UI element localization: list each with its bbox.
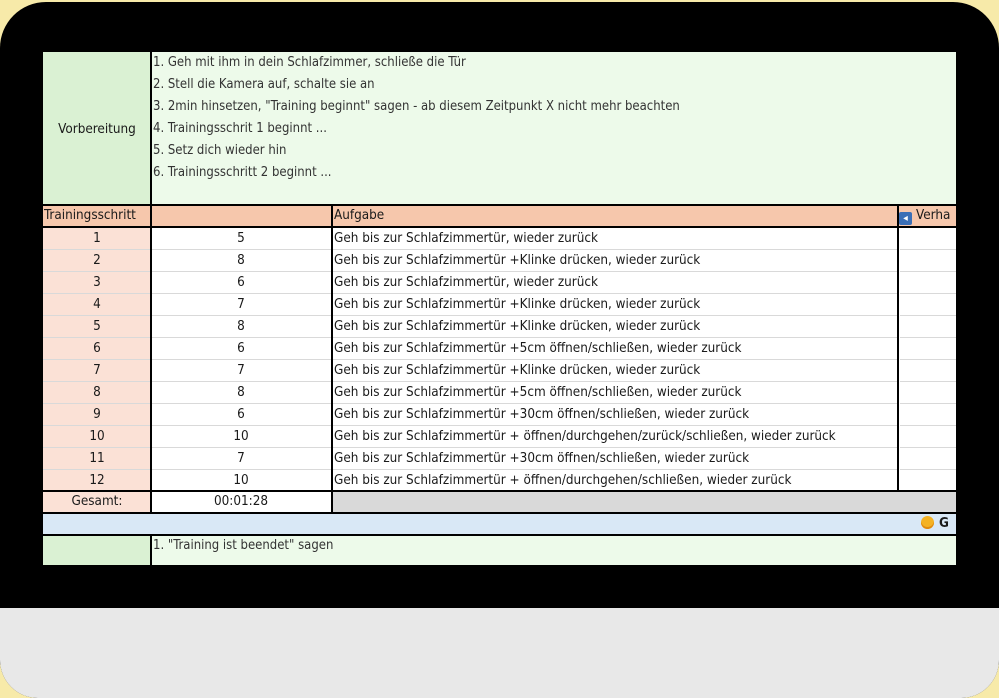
prep-line-1: 1. Geh mit ihm in dein Schlafzimmer, schließe die Tür	[153, 55, 466, 70]
row-value[interactable]: 7	[237, 451, 245, 466]
device-chin	[0, 608, 999, 698]
row-step[interactable]: 9	[93, 407, 101, 422]
row-task[interactable]: Geh bis zur Schlafzimmertür +5cm öffnen/schließen, wieder zurück	[334, 385, 742, 400]
end-line-1: 1. "Training ist beendet" sagen	[153, 538, 334, 553]
banner-text-label: G	[939, 516, 949, 531]
end-label-cell[interactable]	[43, 536, 151, 565]
row-step[interactable]: 7	[93, 363, 101, 378]
row-step[interactable]: 6	[93, 341, 101, 356]
row-value[interactable]: 8	[237, 385, 245, 400]
row-task[interactable]: Geh bis zur Schlafzimmertür +5cm öffnen/schließen, wieder zurück	[334, 341, 742, 356]
row-value[interactable]: 8	[237, 253, 245, 268]
prep-line-4: 4. Trainingsschrit 1 beginnt ...	[153, 121, 327, 136]
row-task[interactable]: Geh bis zur Schlafzimmertür, wieder zurück	[334, 231, 598, 246]
total-fill-cell	[333, 492, 956, 512]
row-value[interactable]: 10	[233, 429, 249, 444]
total-value[interactable]: 00:01:28	[213, 494, 269, 509]
prep-line-3: 3. 2min hinsetzen, "Training beginnt" sagen - ab diesem Zeitpunkt X nicht mehr beachten	[153, 99, 680, 114]
row-task[interactable]: Geh bis zur Schlafzimmertür +Klinke drücken, wieder zurück	[334, 297, 701, 312]
row-task[interactable]: Geh bis zur Schlafzimmertür, wieder zurück	[334, 275, 598, 290]
section-banner	[43, 514, 956, 534]
row-task[interactable]: Geh bis zur Schlafzimmertür +30cm öffnen/schließen, wieder zurück	[334, 451, 750, 466]
prep-label: Vorbereitung	[58, 122, 136, 137]
row-step[interactable]: 1	[93, 231, 101, 246]
total-label[interactable]: Gesamt:	[71, 494, 123, 509]
row-value[interactable]: 10	[233, 473, 249, 488]
banner-text[interactable]	[921, 513, 956, 535]
header-behavior[interactable]	[899, 205, 956, 227]
row-value[interactable]: 8	[237, 319, 245, 334]
row-step[interactable]: 3	[93, 275, 101, 290]
row-step[interactable]: 5	[93, 319, 101, 334]
row-value[interactable]: 7	[237, 363, 245, 378]
row-value[interactable]: 5	[237, 231, 245, 246]
smiling-face-emoji-icon	[921, 516, 934, 529]
header-task[interactable]: Aufgabe	[334, 208, 385, 223]
row-task[interactable]: Geh bis zur Schlafzimmertür +Klinke drücken, wieder zurück	[334, 253, 701, 268]
row-step[interactable]: 2	[93, 253, 101, 268]
arrow-left-icon: ◂	[899, 212, 912, 225]
prep-line-5: 5. Setz dich wieder hin	[153, 143, 287, 158]
header-step[interactable]: Trainingsschritt	[44, 208, 136, 223]
row-value[interactable]: 7	[237, 297, 245, 312]
row-step[interactable]: 8	[93, 385, 101, 400]
row-value[interactable]: 6	[237, 407, 245, 422]
row-task[interactable]: Geh bis zur Schlafzimmertür + öffnen/durchgehen/zurück/schließen, wieder zurück	[334, 429, 836, 444]
row-step[interactable]: 12	[89, 473, 105, 488]
row-value[interactable]: 6	[237, 341, 245, 356]
spreadsheet-view	[43, 52, 956, 565]
prep-line-6: 6. Trainingsschritt 2 beginnt ...	[153, 165, 332, 180]
row-task[interactable]: Geh bis zur Schlafzimmertür +30cm öffnen/schließen, wieder zurück	[334, 407, 750, 422]
row-task[interactable]: Geh bis zur Schlafzimmertür +Klinke drücken, wieder zurück	[334, 319, 701, 334]
row-task[interactable]: Geh bis zur Schlafzimmertür + öffnen/durchgehen/schließen, wieder zurück	[334, 473, 792, 488]
prep-line-2: 2. Stell die Kamera auf, schalte sie an	[153, 77, 375, 92]
row-step[interactable]: 11	[89, 451, 105, 466]
row-task[interactable]: Geh bis zur Schlafzimmertür +Klinke drücken, wieder zurück	[334, 363, 701, 378]
header-behavior-label: Verha	[916, 208, 951, 223]
row-step[interactable]: 10	[89, 429, 105, 444]
row-value[interactable]: 6	[237, 275, 245, 290]
device-frame	[0, 2, 999, 698]
row-step[interactable]: 4	[93, 297, 101, 312]
